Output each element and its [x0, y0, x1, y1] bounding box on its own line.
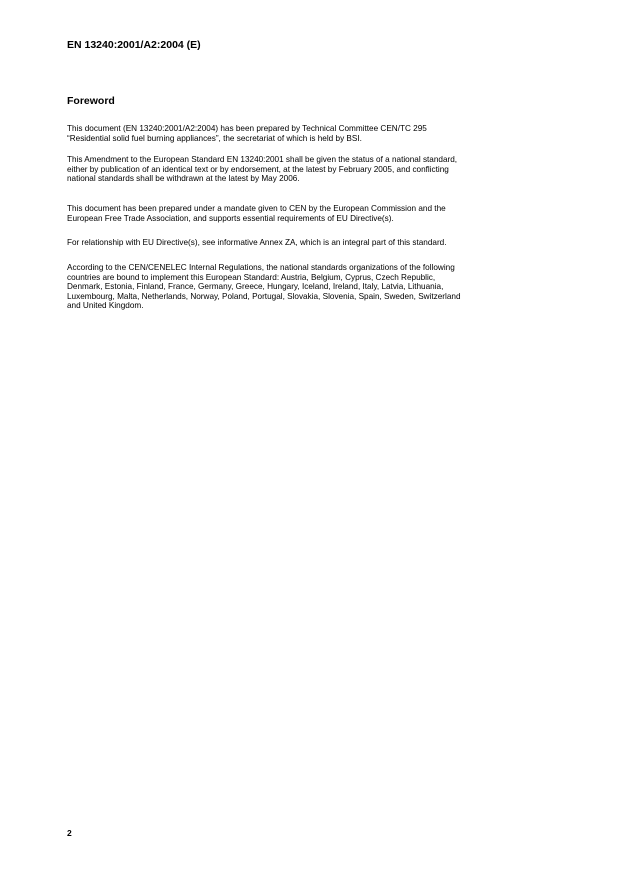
- paragraph-line: For relationship with EU Directive(s), see informative Annex ZA, which is an integral part of this standard.: [67, 238, 447, 247]
- paragraph-line: national standards shall be withdrawn at the latest by May 2006.: [67, 174, 300, 183]
- foreword-paragraph-2: [67, 155, 567, 184]
- paragraph-line: This document (EN 13240:2001/A2:2004) has been prepared by Technical Committee CEN/TC 295: [67, 124, 427, 133]
- paragraph-line: countries are bound to implement this European Standard: Austria, Belgium, Cyprus, Czech Republic,: [67, 272, 436, 282]
- foreword-paragraph-3: [67, 204, 567, 223]
- paragraph-line: either by publication of an identical text or by endorsement, at the latest by February 2005, and conflicting: [67, 164, 449, 174]
- foreword-paragraph-1: [67, 124, 567, 143]
- document-id-header: EN 13240:2001/A2:2004 (E): [67, 39, 201, 51]
- paragraph-line: Luxembourg, Malta, Netherlands, Norway, Poland, Portugal, Slovakia, Slovenia, Spain, Sweden, Switzerland: [67, 291, 461, 301]
- paragraph-line: and United Kingdom.: [67, 301, 144, 310]
- paragraph-line: According to the CEN/CENELEC Internal Regulations, the national standards organizations of the following: [67, 263, 455, 272]
- page-number: 2: [67, 828, 72, 838]
- foreword-paragraph-4: [67, 238, 567, 248]
- paragraph-line: This document has been prepared under a mandate given to CEN by the European Commission and the: [67, 204, 446, 213]
- paragraph-line: “Residential solid fuel burning appliances”, the secretariat of which is held by BSI.: [67, 133, 362, 143]
- foreword-heading: Foreword: [67, 95, 115, 107]
- paragraph-line: European Free Trade Association, and supports essential requirements of EU Directive(s).: [67, 213, 394, 223]
- foreword-paragraph-5: [67, 263, 567, 311]
- paragraph-line: Denmark, Estonia, Finland, France, Germany, Greece, Hungary, Iceland, Ireland, Italy, Latvia, Lithuania,: [67, 282, 444, 291]
- paragraph-line: This Amendment to the European Standard EN 13240:2001 shall be given the status of a national standard,: [67, 155, 458, 164]
